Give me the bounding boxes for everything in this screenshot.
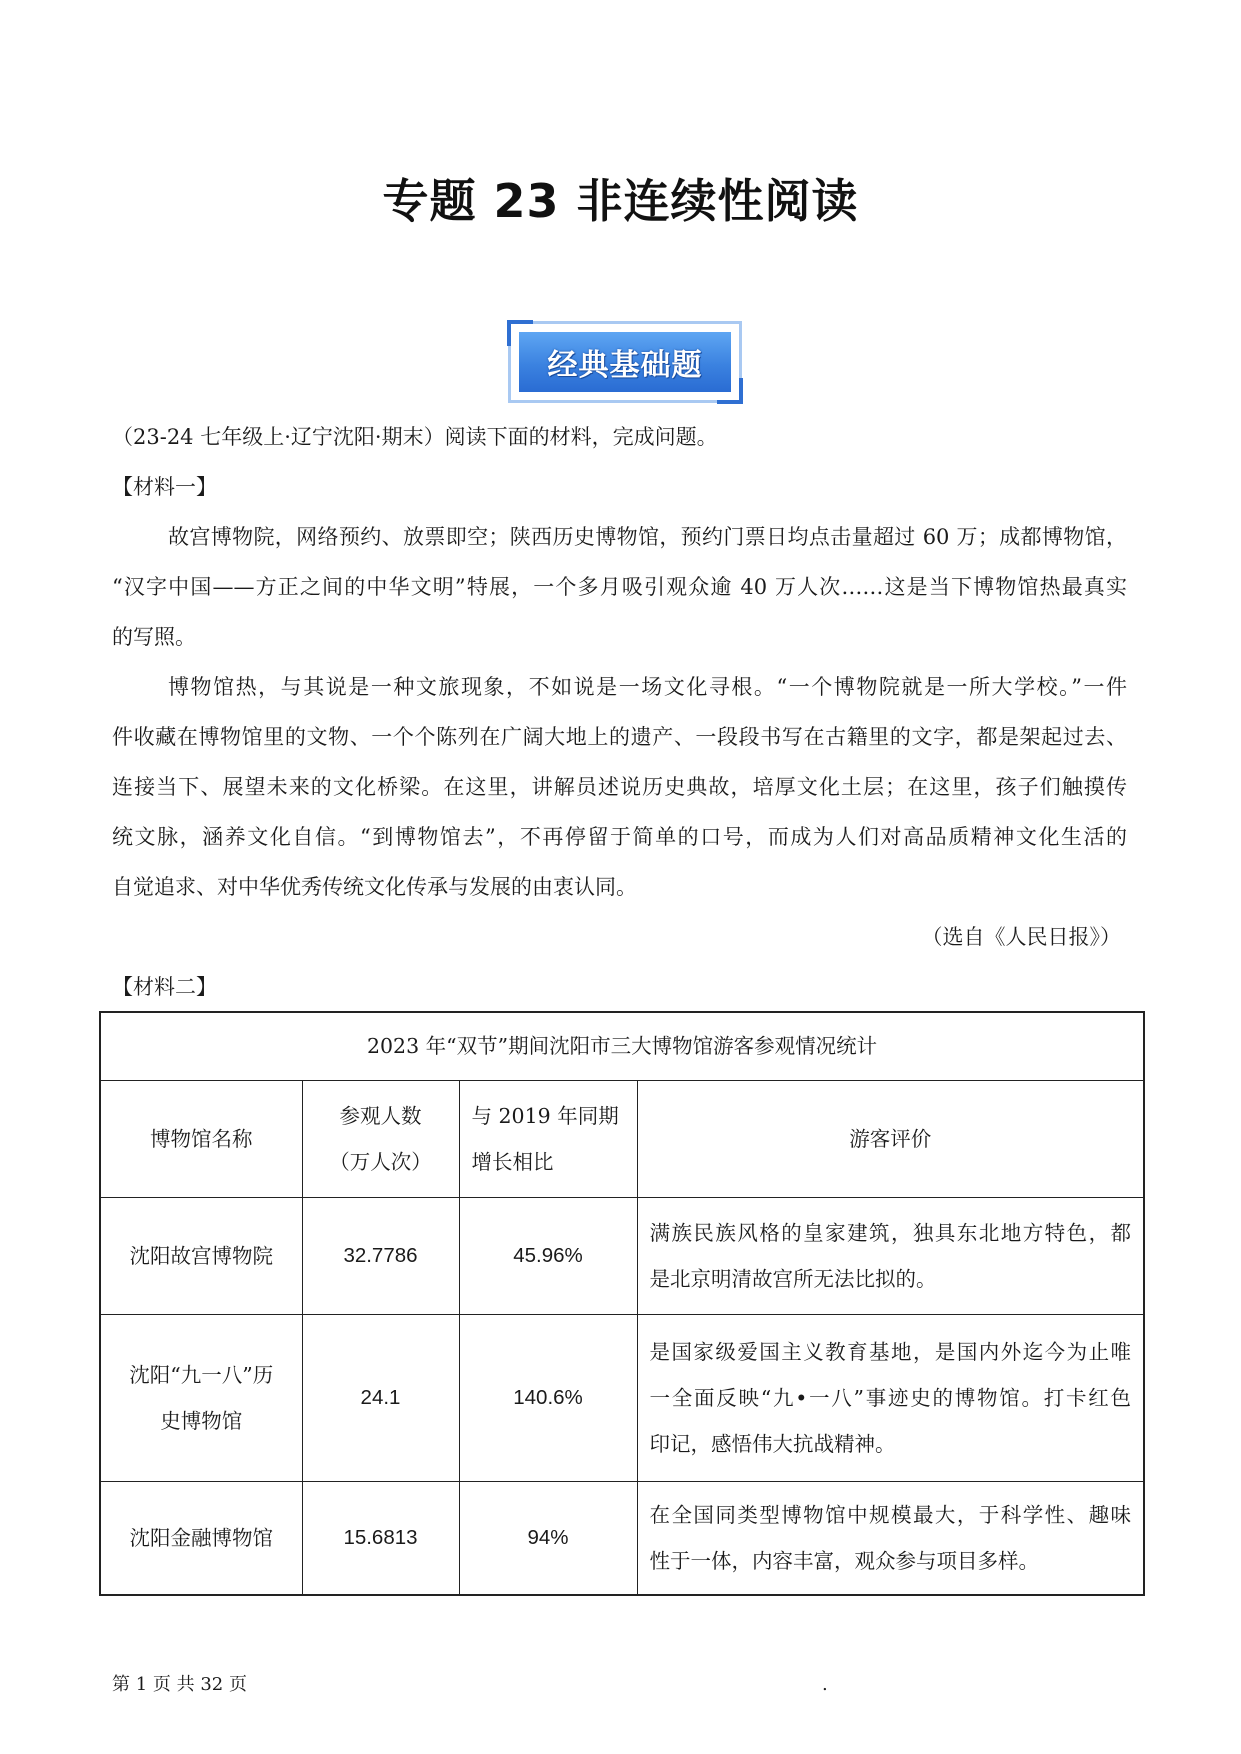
material-two-label: 【材料二】 xyxy=(112,975,217,999)
review-line: 满族民族风格的皇家建筑，独具东北地方特色，都 xyxy=(649,1220,1132,1245)
table-row xyxy=(100,1197,1144,1314)
footer-mark: . xyxy=(822,1674,828,1695)
page-number: 第 1 页 共 32 页 xyxy=(112,1674,247,1695)
question-body xyxy=(112,412,1127,1012)
header-visitors-line: （万人次） xyxy=(329,1149,432,1174)
museum-name-cell xyxy=(100,1314,302,1481)
paragraph-line: 的写照。 xyxy=(112,625,196,649)
museum-name-cell xyxy=(100,1481,302,1595)
table-header-row xyxy=(100,1080,1144,1197)
table-row xyxy=(100,1314,1144,1481)
paragraph-line: 件收藏在博物馆里的文物、一个个陈列在广阔大地上的遗产、一段段书写在古籍里的文字，都是架起过去、 xyxy=(112,725,1127,749)
museum-statistics-table xyxy=(99,1011,1145,1596)
review-line: 一全面反映“九•一八”事迹史的博物馆。打卡红色 xyxy=(649,1385,1132,1410)
museum-name: 沈阳“九一八”历 xyxy=(129,1362,274,1387)
section-badge xyxy=(508,321,742,403)
review-cell xyxy=(637,1197,1144,1314)
paragraph-line: 统文脉，涵养文化自信。“到博物馆去”，不再停留于简单的口号，而成为人们对高品质精神文化生活的 xyxy=(112,825,1127,849)
header-growth-line: 与 2019 年同期 xyxy=(471,1103,619,1128)
review-cell xyxy=(637,1481,1144,1595)
visitors-cell: 15.6813 xyxy=(302,1481,459,1595)
header-museum-name: 博物馆名称 xyxy=(100,1080,302,1197)
material-one-label: 【材料一】 xyxy=(112,475,217,499)
material-one-source: （选自《人民日报》） xyxy=(921,925,1121,949)
table-title: 2023 年“双节”期间沈阳市三大博物馆游客参观情况统计 xyxy=(100,1012,1144,1080)
header-growth-line: 增长相比 xyxy=(471,1149,554,1174)
header-visitors-line: 参观人数 xyxy=(339,1103,422,1128)
growth-cell: 140.6% xyxy=(459,1314,637,1481)
review-line: 是北京明清故宫所无法比拟的。 xyxy=(649,1266,937,1291)
review-line: 性于一体，内容丰富，观众参与项目多样。 xyxy=(649,1548,1039,1573)
table-title-row xyxy=(100,1012,1144,1080)
paragraph-line: 故宫博物院，网络预约、放票即空；陕西历史博物馆，预约门票日均点击量超过 60 万；成都博物馆， xyxy=(168,525,1127,549)
badge-label: 经典基础题 xyxy=(547,348,703,383)
museum-name: 史博物馆 xyxy=(160,1408,243,1433)
review-line: 印记，感悟伟大抗战精神。 xyxy=(649,1431,896,1456)
question-intro: （23-24 七年级上·辽宁沈阳·期末）阅读下面的材料，完成问题。 xyxy=(112,425,718,449)
header-visitors xyxy=(302,1080,459,1197)
growth-cell: 45.96% xyxy=(459,1197,637,1314)
paragraph-line: 连接当下、展望未来的文化桥梁。在这里，讲解员述说历史典故，培厚文化土层；在这里，孩子们触摸传 xyxy=(112,775,1127,799)
museum-name-cell xyxy=(100,1197,302,1314)
review-cell xyxy=(637,1314,1144,1481)
paragraph-line: “汉字中国——方正之间的中华文明”特展，一个多月吸引观众逾 40 万人次……这是当下博物馆热最真实 xyxy=(112,575,1127,599)
review-line: 在全国同类型博物馆中规模最大，于科学性、趣味 xyxy=(649,1502,1132,1527)
page-title: 专题 23 非连续性阅读 xyxy=(382,174,859,228)
review-line: 是国家级爱国主义教育基地，是国内外迄今为止唯 xyxy=(649,1339,1132,1364)
visitors-cell: 32.7786 xyxy=(302,1197,459,1314)
paragraph-line: 自觉追求、对中华优秀传统文化传承与发展的由衷认同。 xyxy=(112,875,637,899)
paragraph-line: 博物馆热，与其说是一种文旅现象，不如说是一场文化寻根。“一个博物院就是一所大学校。”一件 xyxy=(168,675,1127,699)
header-review: 游客评价 xyxy=(637,1080,1144,1197)
header-growth xyxy=(459,1080,637,1197)
museum-name: 沈阳金融博物馆 xyxy=(129,1525,273,1550)
badge-box xyxy=(519,332,731,392)
visitors-cell: 24.1 xyxy=(302,1314,459,1481)
museum-name: 沈阳故宫博物院 xyxy=(129,1243,273,1268)
table-row xyxy=(100,1481,1144,1595)
growth-cell: 94% xyxy=(459,1481,637,1595)
